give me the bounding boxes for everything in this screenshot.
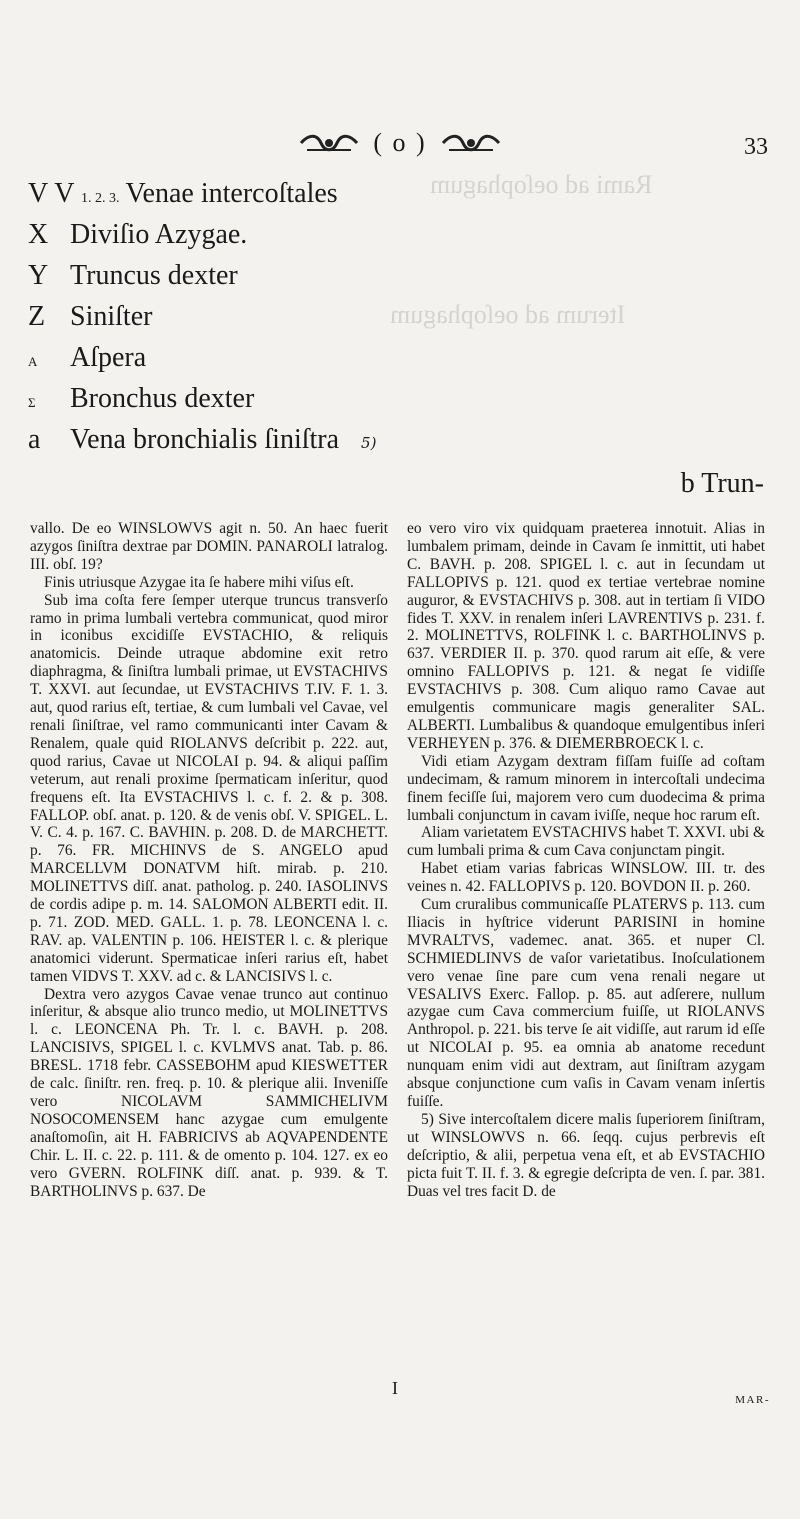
legend-key-label: V V [28,178,74,209]
legend-row [28,342,748,383]
footnote-marker: 5) [361,434,377,452]
legend-row [28,301,748,342]
legend-key: Σ [28,395,36,410]
legend-text: Truncus dexter [70,260,238,291]
legend-row [28,383,748,424]
legend-text: Siniſter [70,301,153,332]
header-label: ( o ) [373,128,427,157]
figure-legend [28,178,748,465]
catchword-top: b Trun- [680,468,764,499]
legend-key: Y [28,260,49,291]
legend-text: Venae intercoſtales [125,178,338,209]
legend-row [28,424,748,465]
legend-key-sub: 1. 2. 3. [80,191,120,206]
legend-text: Vena bronchialis ſiniſtra [70,424,340,455]
legend-text: Bronchus dexter [70,383,255,414]
paragraph: eo vero viro vix quidquam praeterea innotuit. Alias in lumbalem primam, deinde in Cavam ſe inmittit, uti habet C. BAVH. p. 208. SPIGEL l. c. aut in ſecundam ut FALLOPIVS p. 121. quod ex tertiae vertebrae nomine auguror, & EVSTACHIVS p. 308. aut in tertiam ſi VIDO fides T. XXV. in renalem inſeri LAVRENTIVS p. 231. f. 2. MOLINETTVS, ROLFINK l. c. BARTHOLINVS p. 637. VERDIER II. p. 370. quod rarum ait eſſe, & vere omnino FALLOPIVS p. 121. & negat ſe vidiſſe EVSTACHIVS p. 308. Cum aliquo ramo Cavae aut emulgentis communicare magis generaliter SAL. ALBERTI. Lumbalibus & quandoque emulgentibus inſeri VERHEYEN p. 376. & DIEMERBROECK l. c. [407,520,765,752]
legend-key: X [28,219,49,250]
page-number: 33 [744,134,768,160]
paragraph: Habet etiam varias fabricas WINSLOW. III. tr. des veines n. 42. FALLOPIVS p. 120. BOVDON II. p. 260. [407,860,765,896]
paragraph: Vidi etiam Azygam dextram fiſſam fuiſſe ad coſtam undecimam, & ramum minorem in intercoſtali undecima finem feciſſe ſui, majorem vero cum duodecima & prima lumbali conjunctum in cavam iviſſe, neque hoc rarum eſt. [407,752,765,824]
legend-text: Diviſio Azygae. [70,219,248,250]
paragraph: Finis utriusque Azygae ita ſe habere mihi viſus eſt. [44,573,354,591]
legend-row [28,219,748,260]
legend-row [28,178,748,219]
paragraph: Sub ima coſta fere ſemper uterque truncus transverſo ramo in prima lumbali vertebra communicat, quod miror in iconibus excidiſſe EVSTACHIO, & reliquis anatomicis. Deinde utraque abdomine exit retro diaphragma, & ſiniſtra lumbali primae, ut EVSTACHIVS T. XXVI. aut ſecundae, ut EVSTACHIVS T.IV. F. 1. 3. aut, quod rarius eſt, tertiae, & cum lumbali vel Cavae, vel renali ſiniſtrae, vel ramo communicanti inter Cavam & Renalem, quale quid RIOLANVS deſcribit p. 222. aut, quod rarius, Cavae ut NICOLAI p. 94. & aliqui paſſim veterum, aut renali proxime ſpermaticam inſeritur, quod frequens eſt. Ita EVSTACHIVS l. c. f. 2. & p. 308. FALLOP. obſ. anat. p. 120. & de venis obſ. V. SPIGEL. L. V. C. 4. p. 167. C. BAVHIN. p. 208. D. de MARCHETT. p. 76. FR. MICHINVS de S. ANGELO apud MARCELLVM DONATVM hiſt. mirab. p. 210. MOLINETTVS diſſ. anat. patholog. p. 240. IASOLINVS de cordis adipe p. m. 14. SALOMON ALBERTI edit. II. p. 71. ZOD. MED. GALL. 1. p. 78. LEONCENA l. c. RAV. ap. VALENTIN p. 106. HEISTER l. c. & plerique anatomici viderunt. Spermaticae inſeri rarius eſt, habet tamen VIDVS T. XXV. ad c. & LANCISIVS l. c. [30,591,388,985]
header-line [0,128,800,158]
paragraph: Aliam varietatem EVSTACHIVS habet T. XXVI. ubi & cum lumbali prima & cum Cava conjunctam pingit. [407,824,765,860]
footnote: 5) Sive intercoſtalem dicere malis ſuperiorem ſiniſtram, ut WINSLOWVS n. 66. ſeqq. cujus perbrevis eſt deſcriptio, & alii, perpetua vena eſt, et ab EVSTACHIO picta fuit T. II. f. 3. & egregie deſcripta de ven. ſ. par. 381. Duas vel tres facit D. de [407,1110,765,1200]
legend-key [28,178,119,210]
bleed-through-text: Rami ad oeſophagum [430,170,653,199]
left-ornament-icon [299,132,359,154]
catchword-bottom: MAR- [735,1394,770,1406]
legend-row [28,260,748,301]
paragraph: Dextra vero azygos Cavae venae trunco aut continuo inſeritur, & absque alio trunco medio, ut MOLINETTVS l. c. LEONCENA Ph. Tr. l. c. BAVH. p. 208. LANCISIVS, SPIGEL l. c. KVLMVS anat. Tab. p. 86. BRESL. 1718 febr. CASSEBOHM apud KIESWETTER de calc. ſiniſtr. ren. freq. p. 10. & plerique alii. Inveniſſe vero NICOLAVM SAMMICHELIVM NOSOCOMENSEM hanc azygae cum emulgente anaſtomoſin, ait H. FABRICIVS ab AQVAPENDENTE Chir. L. II. c. 22. p. 111. & de omento p. 104. 127. ex eo vero GVERN. ROLFINK diſſ. anat. p. 939. & T. BARTHOLINVS p. 637. De [30,985,388,1200]
legend-text: Aſpera [70,342,147,373]
right-column [407,520,765,1200]
signature-mark: I [392,1378,398,1398]
legend-key: a [28,424,41,455]
legend-key: Z [28,301,46,332]
legend-key: A [28,354,38,369]
right-ornament-icon [441,132,501,154]
paragraph: vallo. De eo WINSLOWVS agit n. 50. An haec fuerit azygos ſiniſtra dextrae par DOMIN. PANAROLI latralog. III. obſ. 19? [30,520,388,573]
paragraph: Cum cruralibus communicaſſe PLATERVS p. 113. cum Iliacis in hyſtrice viderunt PARISINI in homine MVRALTVS, vademec. anat. 365. et nuper Cl. SCHMIEDLINVS de vaſor varietatibus. Inoſculationem vero venae ſine pare cum vena renali negare ut VESALIVS Exerc. Fallop. p. 85. aut adſerere, nullum azygae cum Cava commercium fuiſſe, ut RIOLANVS Anthropol. p. 221. bis terve ſe ait vidiſſe, aut rarum id eſſe ut NICOLAI p. 95. ea omnia ab anatome recedunt nunquam enim vidi aut dextram, aut ſiniſtram azygam absque conjunctione cum vaſis in Cavam venam inſertis fuiſſe. [407,896,765,1110]
bleed-through-text: Iterum ad oeſophagum [390,300,626,329]
left-column [30,520,388,1200]
